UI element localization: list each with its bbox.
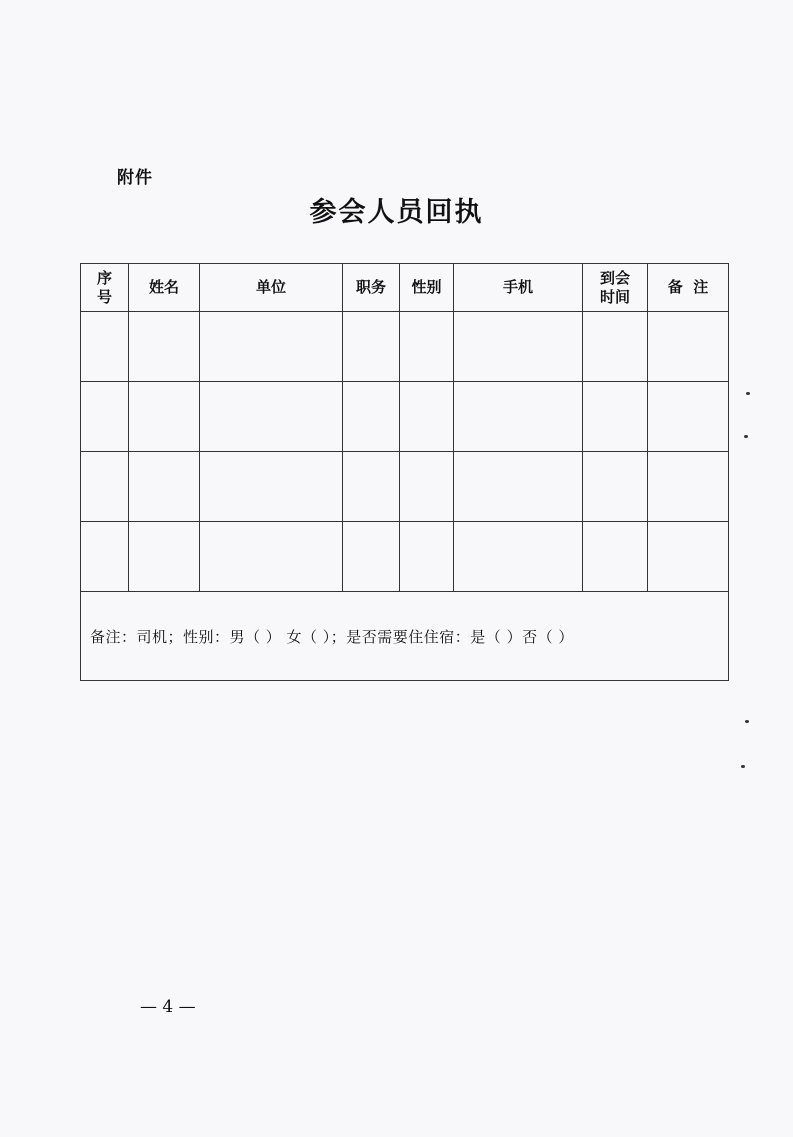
attachment-label: 附件: [117, 168, 153, 188]
cell-seq[interactable]: [81, 452, 129, 522]
cell-phone[interactable]: [454, 522, 583, 592]
header-position: 职务: [343, 264, 400, 312]
cell-remarks[interactable]: [648, 522, 729, 592]
cell-gender[interactable]: [400, 522, 454, 592]
cell-remarks[interactable]: [648, 452, 729, 522]
cell-arrival-time[interactable]: [583, 452, 648, 522]
header-phone: 手机: [454, 264, 583, 312]
note-text: 备注：司机；性别：男（ ） 女（ ）；是否需要住住宿：是（ ）否（ ）: [81, 592, 729, 681]
cell-phone[interactable]: [454, 382, 583, 452]
cell-arrival-time[interactable]: [583, 522, 648, 592]
cell-seq[interactable]: [81, 312, 129, 382]
cell-position[interactable]: [343, 382, 400, 452]
cell-position[interactable]: [343, 452, 400, 522]
cell-name[interactable]: [129, 312, 200, 382]
cell-name[interactable]: [129, 522, 200, 592]
scan-speck: [745, 720, 749, 723]
cell-seq[interactable]: [81, 382, 129, 452]
cell-position[interactable]: [343, 522, 400, 592]
cell-name[interactable]: [129, 452, 200, 522]
note-row: [81, 592, 729, 681]
cell-arrival-time[interactable]: [583, 382, 648, 452]
header-gender: 性别: [400, 264, 454, 312]
cell-unit[interactable]: [200, 312, 343, 382]
cell-phone[interactable]: [454, 312, 583, 382]
cell-unit[interactable]: [200, 382, 343, 452]
table-row: [81, 382, 729, 452]
cell-unit[interactable]: [200, 452, 343, 522]
header-row: [81, 264, 729, 312]
table-row: [81, 522, 729, 592]
scan-speck: [746, 392, 750, 395]
page-number: — 4 —: [140, 997, 196, 1017]
cell-phone[interactable]: [454, 452, 583, 522]
cell-gender[interactable]: [400, 452, 454, 522]
header-arrival-time: 到会 时间: [583, 264, 648, 312]
header-unit: 单位: [200, 264, 343, 312]
attendee-receipt-table: [80, 263, 729, 681]
header-name: 姓名: [129, 264, 200, 312]
cell-gender[interactable]: [400, 312, 454, 382]
cell-name[interactable]: [129, 382, 200, 452]
cell-position[interactable]: [343, 312, 400, 382]
header-remarks: 备 注: [648, 264, 729, 312]
cell-seq[interactable]: [81, 522, 129, 592]
cell-remarks[interactable]: [648, 312, 729, 382]
cell-arrival-time[interactable]: [583, 312, 648, 382]
scan-speck: [744, 435, 748, 438]
header-seq: 序 号: [81, 264, 129, 312]
cell-remarks[interactable]: [648, 382, 729, 452]
table-row: [81, 452, 729, 522]
scan-speck: [741, 765, 745, 768]
cell-gender[interactable]: [400, 382, 454, 452]
document-title: 参会人员回执: [309, 197, 484, 228]
table-row: [81, 312, 729, 382]
cell-unit[interactable]: [200, 522, 343, 592]
